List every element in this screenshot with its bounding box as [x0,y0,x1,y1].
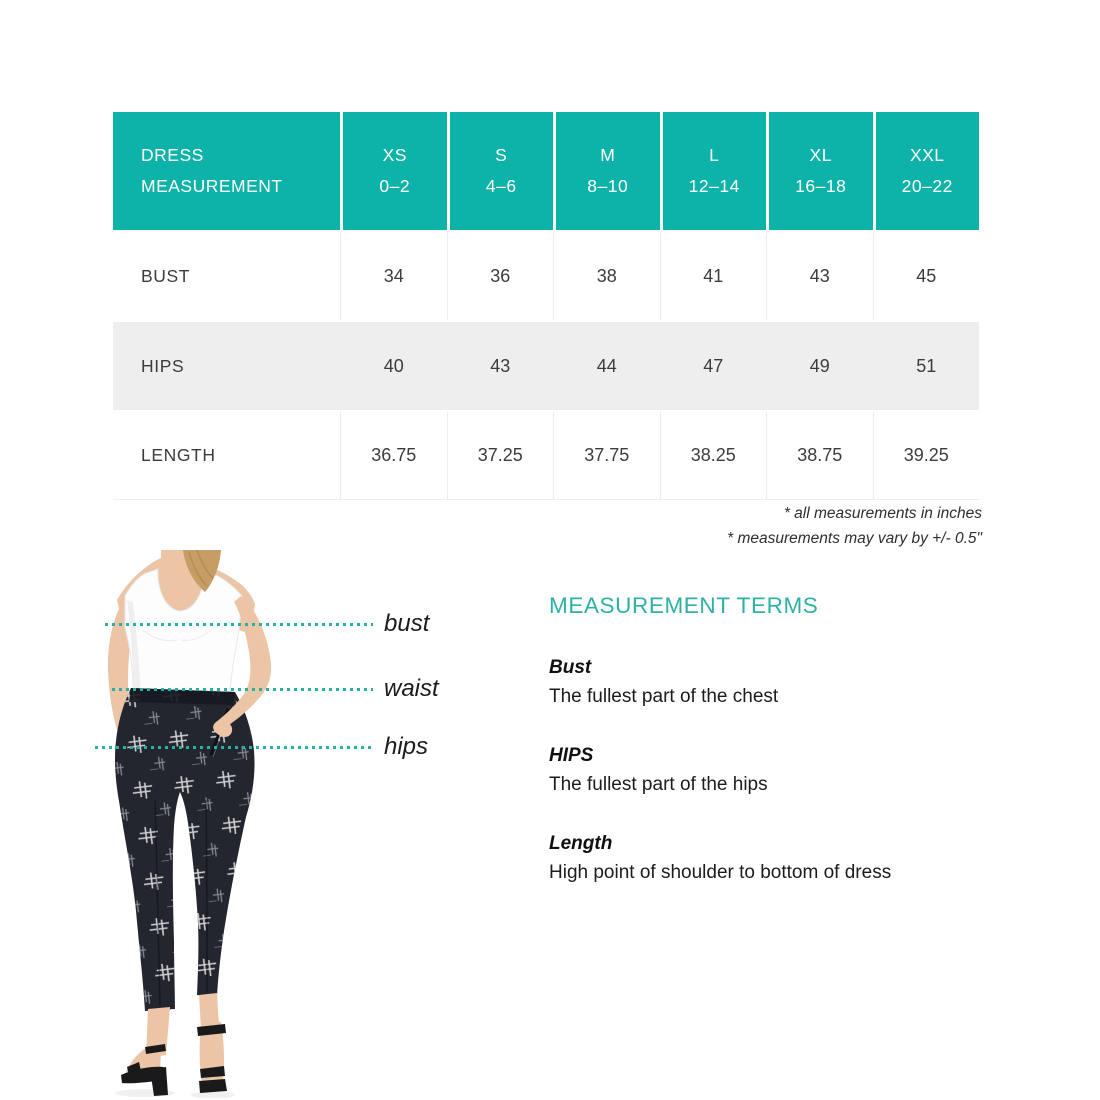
note-variance: * measurements may vary by +/- 0.5" [727,530,982,547]
header-line-2: MEASUREMENT [141,176,283,196]
length-value-s: 37.25 [447,412,554,500]
pants-ikat-pattern [115,688,255,1011]
size-table-header-row [113,112,979,230]
bust-line-label: bust [384,610,430,637]
header-line-1: DRESS [141,144,204,165]
bust-value-m: 38 [553,232,660,320]
hips-value-s: 43 [447,322,554,410]
term-block-bust [549,656,1019,710]
waist-measurement-line [112,688,373,691]
hips-measurement-line [95,746,373,749]
size-column-header-xxl [873,112,980,230]
dress-measurement-header-cell [113,112,340,230]
hips-value-xl: 49 [766,322,873,410]
hips-line-label: hips [384,733,429,760]
size-table [113,112,979,500]
size-column-header-m [553,112,660,230]
size-range: 12–14 [688,176,740,196]
length-value-xxl: 39.25 [873,412,980,500]
hips-value-m: 44 [553,322,660,410]
length-value-xs: 36.75 [340,412,447,500]
term-definition: The fullest part of the hips [549,774,768,795]
size-range: 4–6 [485,176,517,196]
hips-value-l: 47 [660,322,767,410]
length-value-xl: 38.75 [766,412,873,500]
size-range: 8–10 [587,176,629,196]
hips-value-xs: 40 [340,322,447,410]
size-column-header-s [447,112,554,230]
waist-line-label: waist [384,675,439,702]
hips-value-xxl: 51 [873,322,980,410]
bust-value-xxl: 45 [873,232,980,320]
size-name: L [709,144,720,165]
size-column-header-xs [340,112,447,230]
row-label: BUST [113,232,340,320]
model-photo [103,550,303,1098]
length-value-l: 38.25 [660,412,767,500]
size-name: XS [382,144,407,165]
term-block-hips [549,744,1019,798]
term-name: Bust [549,657,592,678]
measurement-terms-title: MEASUREMENT TERMS [549,593,819,618]
note-inches: * all measurements in inches [783,505,982,522]
length-value-m: 37.75 [553,412,660,500]
size-range: 16–18 [795,176,847,196]
size-name: XXL [909,144,945,165]
floor-shadow [191,1092,235,1099]
term-name: HIPS [549,745,594,766]
size-name: M [600,144,616,165]
term-name: Length [549,833,613,854]
table-row-length [113,410,979,500]
size-column-header-l [660,112,767,230]
size-column-header-xl [766,112,873,230]
measurement-notes [727,501,982,551]
term-definition: High point of shoulder to bottom of dress [549,862,892,883]
bust-value-xs: 34 [340,232,447,320]
size-range: 0–2 [379,176,411,196]
bust-value-s: 36 [447,232,554,320]
row-label: HIPS [113,322,340,410]
bust-value-xl: 43 [766,232,873,320]
size-name: S [495,144,508,165]
table-row-bust [113,230,979,320]
table-row-hips [113,320,979,410]
measurement-terms-section [549,592,1019,886]
bust-value-l: 41 [660,232,767,320]
term-definition: The fullest part of the chest [549,686,779,707]
term-block-length [549,832,1019,886]
size-range: 20–22 [901,176,953,196]
row-label: LENGTH [113,412,340,500]
size-name: XL [809,144,832,165]
bust-measurement-line [105,623,373,626]
right-sandal-sole [199,1079,227,1093]
